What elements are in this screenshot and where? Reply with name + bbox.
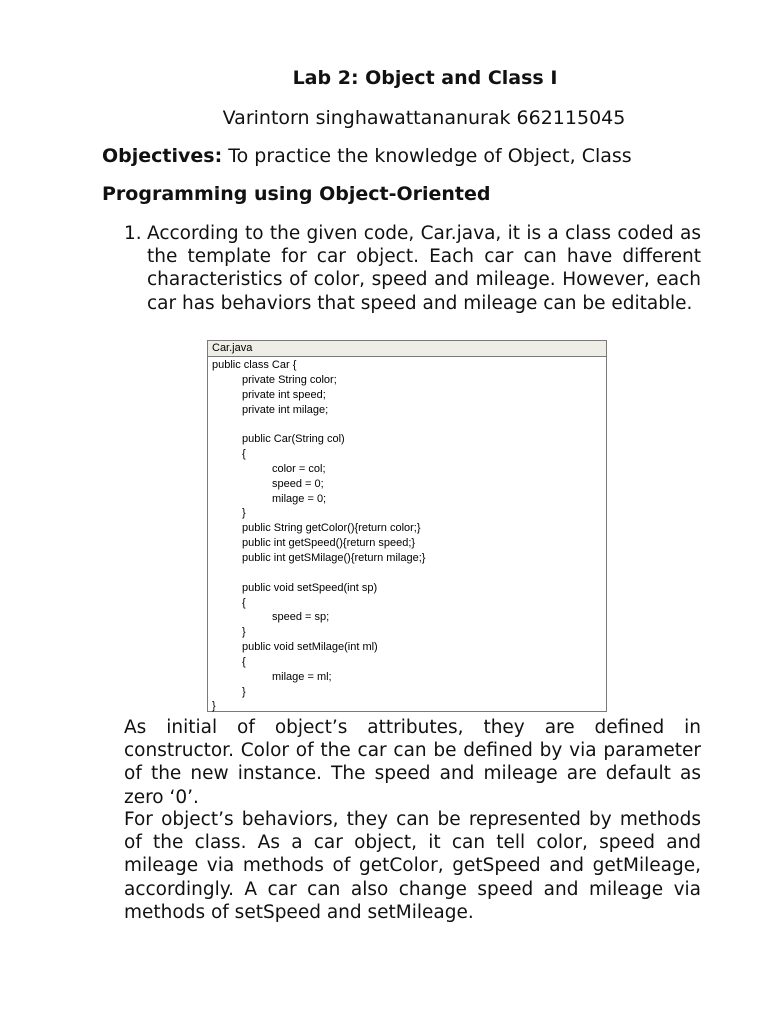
code-line: color = col; <box>272 462 326 475</box>
list-item-1 <box>124 222 701 315</box>
code-line: private int speed; <box>242 388 326 401</box>
section-heading: Programming using Object-Oriented <box>102 183 491 205</box>
code-line: } <box>242 507 246 520</box>
code-line: } <box>242 685 246 698</box>
objectives-line <box>102 145 632 167</box>
code-line: private String color; <box>242 373 337 386</box>
code-line: speed = sp; <box>272 611 330 624</box>
code-line: } <box>242 626 246 639</box>
list-item-text: According to the given code, Car.java, it is a class coded as the template for car object. Each car can have different characteristics of color, speed and mileage. However, each car has behaviors that speed and mileage can be editable. <box>147 223 701 314</box>
author-line: Varintorn singhawattananurak 662115045 <box>222 107 626 129</box>
paragraph-behaviors: For object’s behaviors, they can be represented by methods of the class. As a car object, it can tell color, speed and mileage via methods of getColor, getSpeed and getMileage, accordingly. A car can also change speed and mileage via methods of setSpeed and setMileage. <box>124 809 701 923</box>
objectives-label: Objectives: <box>102 145 223 167</box>
code-line: public void setMilage(int ml) <box>242 641 378 654</box>
code-line: speed = 0; <box>272 477 324 490</box>
code-line: public int getSpeed(){return speed;} <box>242 537 416 550</box>
code-line: milage = ml; <box>272 670 332 683</box>
code-line: } <box>212 700 216 713</box>
code-line: public void setSpeed(int sp) <box>242 581 378 594</box>
list-item-number: 1. <box>124 223 142 244</box>
code-line: { <box>242 448 246 461</box>
paragraph-constructor: As initial of object’s attributes, they are defined in constructor. Color of the car can be defined by via parameter of the new instance. The speed and mileage are default as zero ‘0’. <box>124 717 701 808</box>
code-line: { <box>242 596 246 609</box>
code-body <box>208 357 606 714</box>
code-line <box>212 566 606 581</box>
code-line <box>212 417 606 432</box>
code-line: public Car(String col) <box>242 433 345 446</box>
document-title: Lab 2: Object and Class I <box>292 67 558 89</box>
code-line: public class Car { <box>212 359 297 371</box>
code-listing <box>207 340 607 712</box>
code-line: private int milage; <box>242 403 329 416</box>
code-line: milage = 0; <box>272 492 327 505</box>
code-filename: Car.java <box>208 341 606 357</box>
objectives-text: To practice the knowledge of Object, Class <box>222 145 632 167</box>
code-line: { <box>242 655 246 668</box>
code-line: public String getColor(){return color;} <box>242 522 421 535</box>
code-line: public int getSMilage(){return milage;} <box>242 551 426 564</box>
